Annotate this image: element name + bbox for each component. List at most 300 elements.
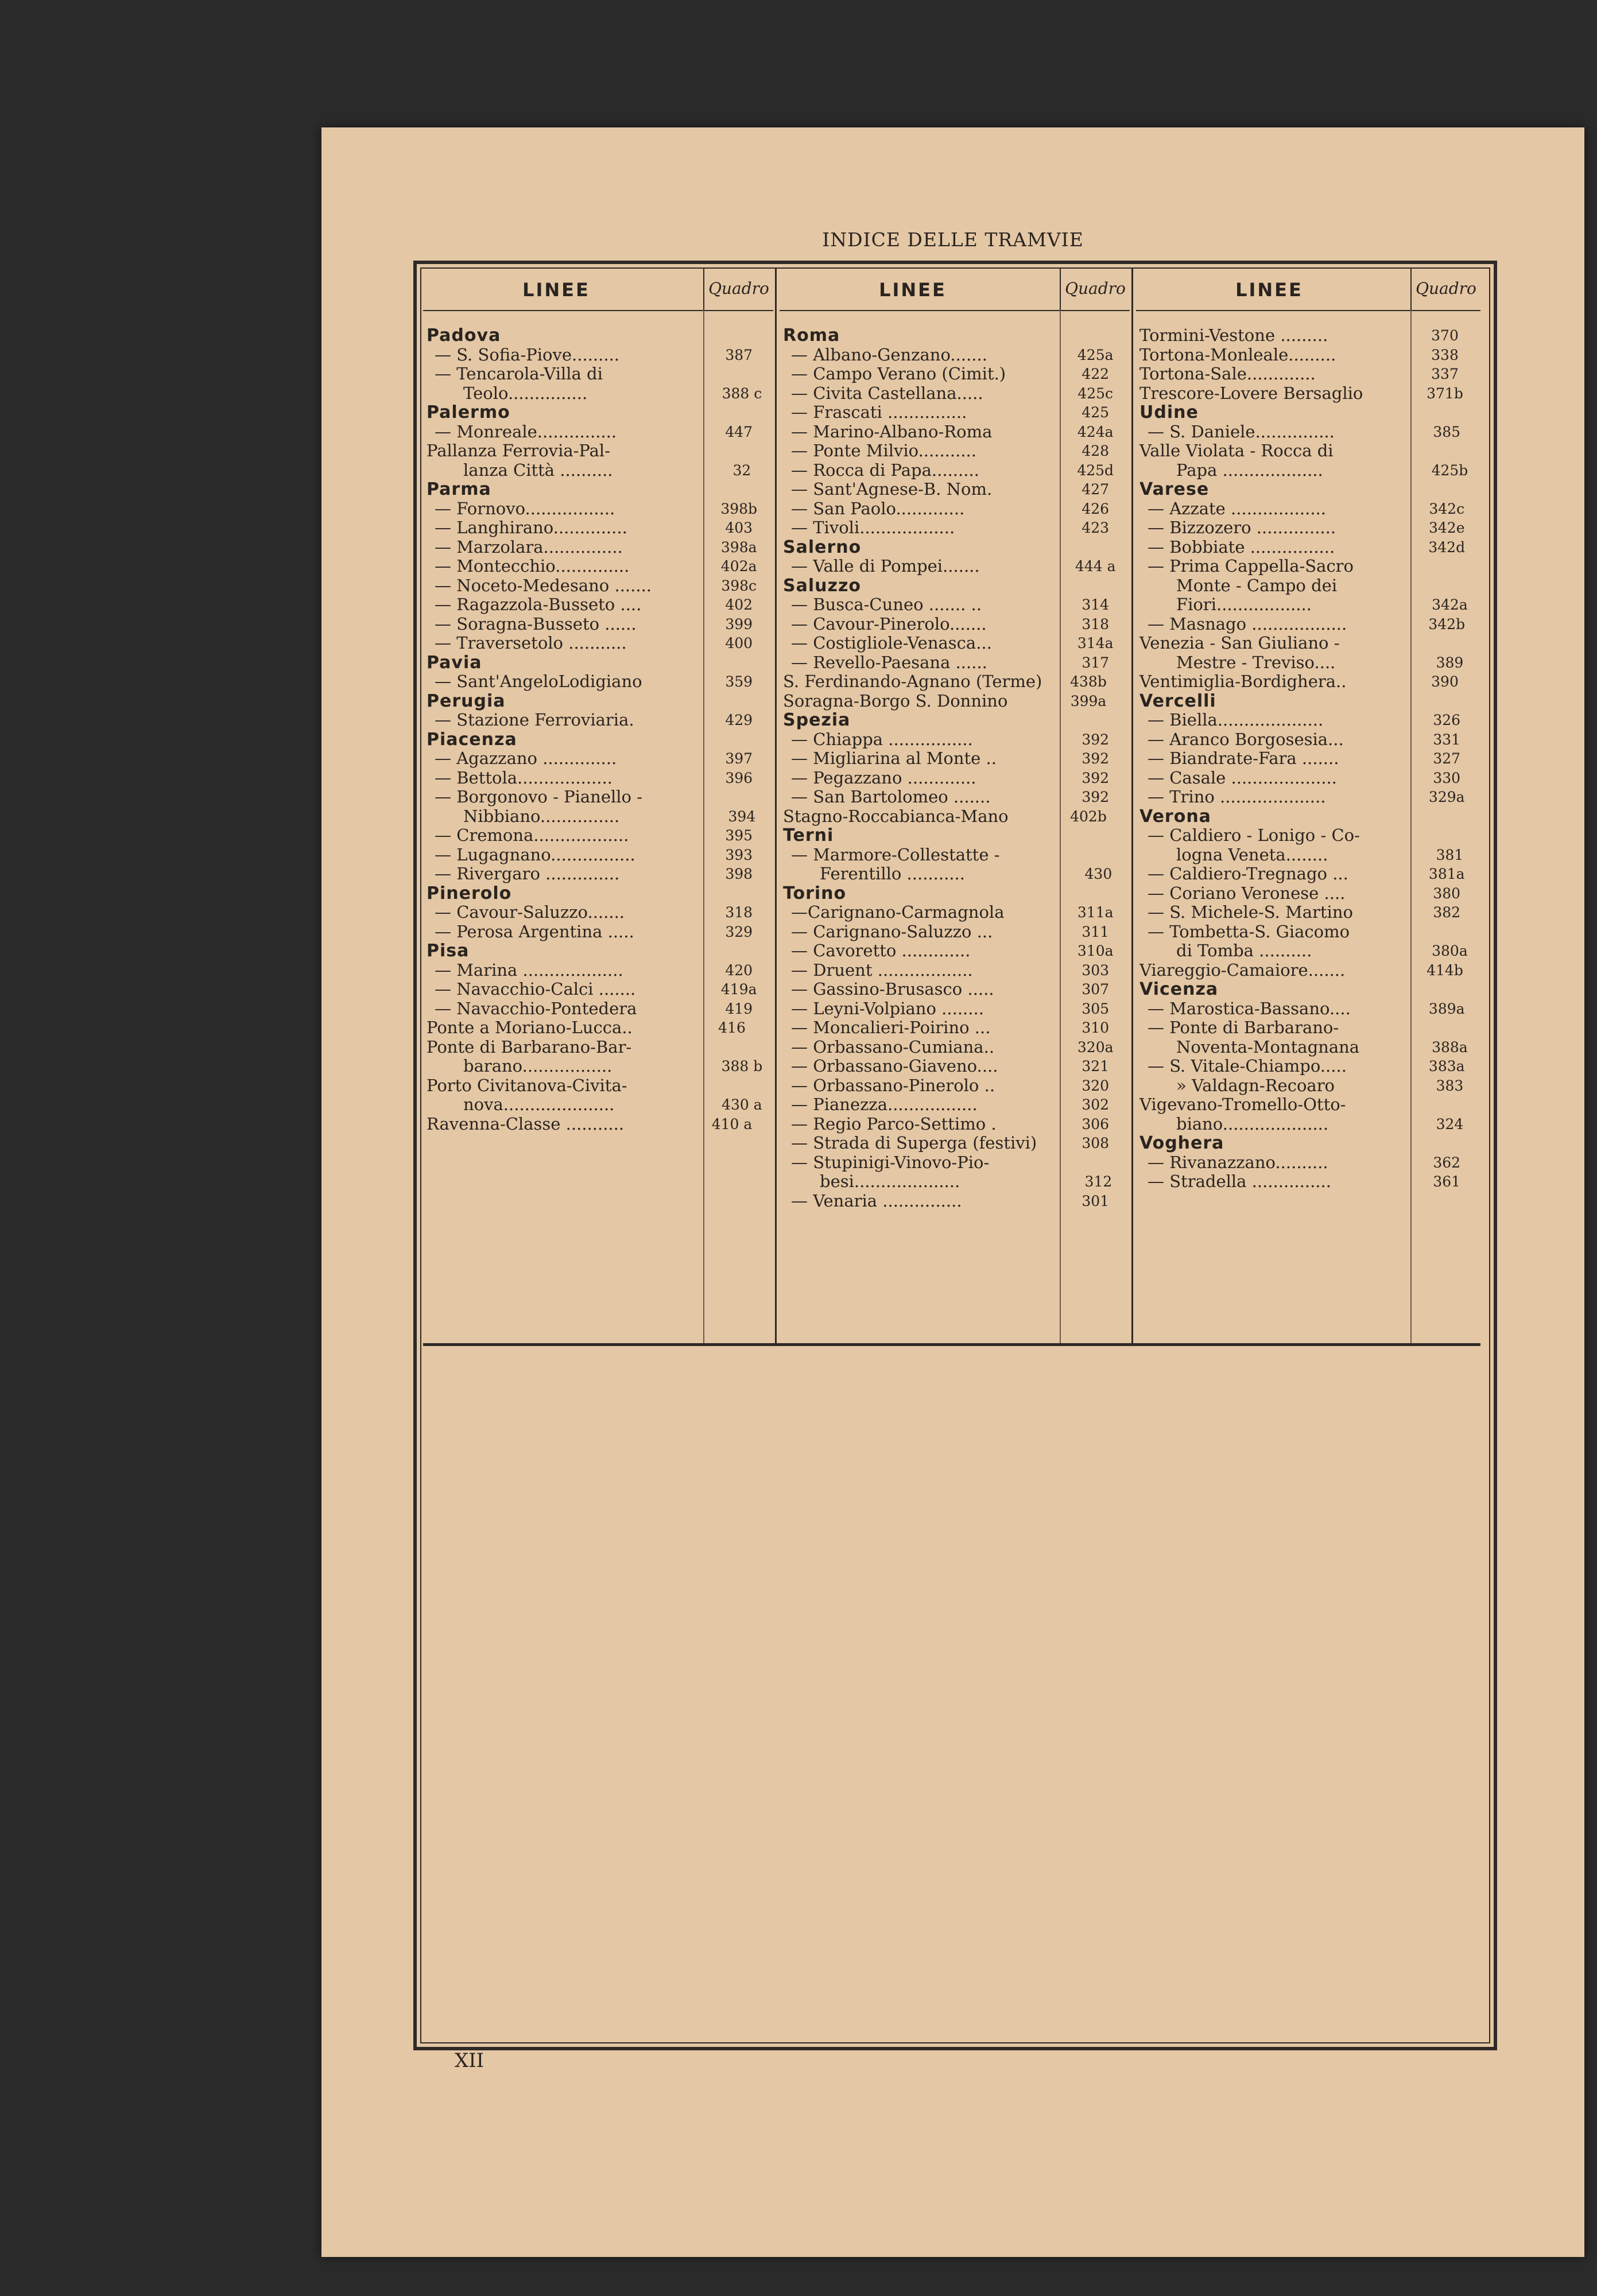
entry-name: — Druent .................. <box>791 960 973 980</box>
index-entry <box>423 384 773 404</box>
entry-quadro: 308 <box>1082 1135 1110 1151</box>
index-category <box>780 326 1130 346</box>
entry-name: — Orbassano-Cumiana.. <box>791 1037 995 1057</box>
entry-name: Tortona-Monleale......... <box>1139 345 1336 364</box>
index-entry <box>423 711 773 730</box>
entry-name: — S. Vitale-Chiampo..... <box>1148 1057 1347 1076</box>
entry-name: Parma <box>427 480 491 499</box>
entry-quadro: 361 <box>1433 1173 1461 1190</box>
entry-quadro: 396 <box>725 769 753 786</box>
entry-quadro <box>1061 1153 1130 1173</box>
column-divider <box>1131 269 1133 1345</box>
entry-name: — Borgonovo - Pianello - <box>435 788 643 806</box>
entry-name: — Pegazzano ............. <box>791 768 976 788</box>
entry-quadro: 420 <box>725 961 753 979</box>
index-category <box>1136 980 1480 999</box>
entry-quadro <box>1413 557 1480 576</box>
entry-name: — Migliarina al Monte .. <box>791 749 997 768</box>
index-entry <box>780 595 1130 615</box>
entry-name: Stagno-Roccabianca-Mano <box>783 806 1009 826</box>
index-entry <box>1136 634 1480 653</box>
index-entry <box>1136 499 1480 519</box>
index-entry <box>1136 1057 1480 1076</box>
index-entry <box>423 999 773 1019</box>
index-entry <box>1136 826 1480 846</box>
entry-quadro: 317 <box>1082 654 1110 671</box>
entry-name: — Chiappa ................ <box>791 730 973 749</box>
index-entry <box>780 480 1130 499</box>
index-entry <box>780 788 1130 807</box>
index-entry <box>1136 441 1480 461</box>
entry-name: — Navacchio-Pontedera <box>435 999 637 1018</box>
index-entry <box>1136 1018 1480 1038</box>
entry-name: Tormini-Vestone ......... <box>1139 326 1328 345</box>
entry-name: — Stradella ............... <box>1148 1172 1331 1191</box>
entry-quadro: 414b <box>1427 961 1463 979</box>
index-entry <box>780 903 1130 922</box>
index-entry <box>1136 903 1480 922</box>
entry-quadro: 430 <box>1084 866 1113 882</box>
entry-quadro: 310 <box>1082 1019 1110 1036</box>
entry-name: — Civita Castellana..... <box>791 383 983 403</box>
entry-name: — Rivanazzano.......... <box>1148 1153 1328 1172</box>
column-2-rows <box>780 326 1130 1211</box>
index-entry <box>1136 595 1480 615</box>
entry-name: — Fornovo................. <box>435 499 615 518</box>
entry-name: — Rivergaro .............. <box>435 864 620 883</box>
entry-name: — Ponte Milvio........... <box>791 441 976 460</box>
index-entry <box>1136 364 1480 384</box>
entry-quadro: 400 <box>725 635 753 651</box>
entry-name: Mestre - Treviso.... <box>1176 653 1336 672</box>
index-entry <box>1136 1095 1480 1115</box>
entry-name: Venezia - San Giuliano - <box>1139 634 1340 653</box>
index-entry <box>1136 615 1480 634</box>
index-entry <box>1136 326 1480 346</box>
index-entry <box>1136 1038 1480 1057</box>
index-category <box>780 538 1130 557</box>
index-category <box>423 403 773 422</box>
index-entry <box>423 557 773 576</box>
entry-quadro <box>1410 480 1479 499</box>
entry-quadro: 425a <box>1077 346 1114 363</box>
entry-quadro <box>697 730 766 750</box>
entry-quadro <box>697 692 766 711</box>
entry-quadro: 381 <box>1436 846 1464 863</box>
index-entry <box>780 769 1130 788</box>
entry-name: — Lugagnano................ <box>435 845 635 864</box>
entry-name: Pavia <box>427 653 482 672</box>
entry-name: — Navacchio-Calci ....... <box>435 980 636 999</box>
index-entry <box>780 1115 1130 1134</box>
column-1-rows <box>423 326 773 1134</box>
entry-name: Pallanza Ferrovia-Pal- <box>427 441 611 460</box>
quadro-header: Quadro <box>1065 279 1126 298</box>
entry-name: — Caldiero - Lonigo - Co- <box>1148 826 1360 845</box>
entry-name: — Cavour-Saluzzo....... <box>435 903 625 922</box>
entry-name: — San Bartolomeo ....... <box>791 788 991 806</box>
entry-name: Ravenna-Classe ........... <box>427 1114 625 1134</box>
index-entry <box>780 557 1130 576</box>
entry-quadro: 389a <box>1428 1000 1465 1017</box>
index-category <box>780 576 1130 596</box>
entry-name: — Cavour-Pinerolo....... <box>791 614 987 634</box>
entry-quadro: 410 a <box>711 1115 753 1133</box>
entry-quadro: 392 <box>1082 731 1110 748</box>
entry-name: — Montecchio.............. <box>435 557 630 576</box>
index-entry <box>1136 1153 1480 1173</box>
index-entry <box>780 461 1130 480</box>
entry-quadro: 306 <box>1082 1115 1110 1133</box>
table-bottom-rule <box>423 1343 1480 1346</box>
entry-quadro: 387 <box>725 346 753 363</box>
entry-name: Monte - Campo dei <box>1176 576 1338 595</box>
index-entry <box>423 518 773 538</box>
index-category <box>1136 403 1480 422</box>
index-entry <box>780 1095 1130 1115</box>
entry-name: — Aranco Borgosesia... <box>1148 730 1344 749</box>
entry-name: — Orbassano-Pinerolo .. <box>791 1076 995 1095</box>
entry-name: — Busca-Cuneo ....... .. <box>791 595 982 614</box>
entry-name: —Carignano-Carmagnola <box>791 903 1005 922</box>
entry-name: — Biandrate-Fara ....... <box>1148 749 1339 768</box>
index-entry <box>423 1057 773 1076</box>
column-header <box>780 269 1130 311</box>
entry-name: — Rocca di Papa......... <box>791 460 979 480</box>
entry-name: nova..................... <box>463 1095 615 1114</box>
entry-name: — Tivoli.................. <box>791 518 955 537</box>
entry-quadro: 310a <box>1077 943 1114 959</box>
index-entry <box>423 615 773 634</box>
entry-name: » Valdagn-Recoaro <box>1176 1076 1335 1095</box>
entry-name: — S. Sofia-Piove......... <box>435 345 620 364</box>
entry-quadro <box>1410 634 1479 653</box>
entry-name: Porto Civitanova-Civita- <box>427 1076 627 1095</box>
index-entry <box>423 1076 773 1096</box>
entry-quadro: 324 <box>1436 1115 1464 1133</box>
entry-quadro <box>697 941 766 961</box>
entry-quadro: 398c <box>721 577 757 594</box>
entry-quadro: 402 <box>725 596 753 613</box>
index-entry <box>780 692 1130 711</box>
page-title: INDICE DELLE TRAMVIE <box>822 228 1084 251</box>
entry-quadro <box>697 1038 766 1057</box>
index-entry <box>1136 941 1480 961</box>
index-entry <box>423 864 773 884</box>
entry-quadro: 314a <box>1077 635 1114 651</box>
entry-name: — Sant'AngeloLodigiano <box>435 672 642 691</box>
entry-quadro: 389 <box>1436 654 1464 671</box>
linee-header: LINEE <box>522 279 590 301</box>
entry-quadro: 311a <box>1077 904 1114 921</box>
index-entry <box>780 634 1130 653</box>
column-2 <box>780 269 1130 1345</box>
index-category <box>423 941 773 961</box>
entry-quadro: 438b <box>1070 673 1107 690</box>
entry-quadro: 303 <box>1082 961 1110 979</box>
entry-quadro: 329a <box>1428 789 1465 805</box>
entry-quadro: 321 <box>1082 1058 1110 1075</box>
entry-quadro <box>697 326 766 346</box>
entry-name: Viareggio-Camaiore....... <box>1139 960 1346 980</box>
entry-quadro: 424a <box>1077 423 1114 440</box>
entry-quadro <box>704 788 773 807</box>
entry-quadro: 427 <box>1082 481 1110 498</box>
entry-name: Vercelli <box>1139 691 1216 711</box>
entry-name: — Albano-Genzano....... <box>791 345 987 364</box>
index-entry <box>1136 461 1480 480</box>
entry-quadro: 397 <box>725 750 753 767</box>
entry-quadro <box>1054 576 1123 596</box>
entry-quadro: 320 <box>1082 1077 1110 1094</box>
index-entry <box>1136 961 1480 980</box>
index-entry <box>423 980 773 999</box>
index-entry <box>1136 922 1480 942</box>
index-category <box>1136 480 1480 499</box>
entry-quadro: 383 <box>1436 1077 1464 1094</box>
entry-quadro: 342e <box>1428 519 1465 536</box>
entry-quadro <box>1410 980 1479 999</box>
index-category <box>423 653 773 673</box>
index-entry <box>780 1172 1130 1192</box>
index-entry <box>423 922 773 942</box>
entry-name: — Tombetta-S. Giacomo <box>1148 922 1350 941</box>
entry-quadro <box>1413 1018 1480 1038</box>
entry-quadro: 305 <box>1082 1000 1110 1017</box>
index-entry <box>1136 538 1480 557</box>
entry-quadro <box>1054 326 1123 346</box>
entry-quadro: 311 <box>1082 923 1110 940</box>
index-entry <box>423 826 773 846</box>
index-entry <box>423 634 773 653</box>
entry-name: — Campo Verano (Cimit.) <box>791 364 1006 383</box>
entry-name: Verona <box>1139 806 1211 826</box>
entry-name: — San Paolo............. <box>791 499 965 518</box>
entry-name: — Marostica-Bassano.... <box>1148 999 1351 1018</box>
entry-name: Padova <box>427 326 501 346</box>
index-entry <box>780 999 1130 1019</box>
index-entry <box>780 864 1130 884</box>
index-entry <box>780 364 1130 384</box>
entry-name: Terni <box>783 826 834 846</box>
entry-name: Tortona-Sale............. <box>1139 364 1316 383</box>
entry-name: Noventa-Montagnana <box>1176 1037 1360 1057</box>
entry-name: — Soragna-Busseto ...... <box>435 614 637 634</box>
entry-quadro: 392 <box>1082 750 1110 767</box>
index-entry <box>780 846 1130 865</box>
linee-header: LINEE <box>879 279 947 301</box>
entry-quadro: 388 b <box>721 1058 763 1075</box>
entry-name: Perugia <box>427 691 506 711</box>
entry-quadro: 318 <box>1082 615 1110 633</box>
entry-quadro: 392 <box>1082 769 1110 786</box>
entry-quadro: 342c <box>1429 500 1465 517</box>
entry-quadro <box>1061 846 1130 865</box>
index-entry <box>423 346 773 365</box>
entry-quadro <box>1410 807 1479 827</box>
entry-name: S. Ferdinando-Agnano (Terme) <box>783 672 1042 691</box>
entry-quadro: 326 <box>1433 712 1461 728</box>
entry-quadro <box>1410 403 1479 422</box>
quadro-header: Quadro <box>708 279 769 298</box>
entry-name: — Marmore-Collestatte - <box>791 845 1000 864</box>
entry-quadro: 447 <box>725 423 753 440</box>
entry-name: — Frascati ............... <box>791 403 967 422</box>
index-entry <box>423 441 773 461</box>
entry-name: — Coriano Veronese .... <box>1148 883 1346 903</box>
entry-name: Roma <box>783 326 840 346</box>
entry-quadro: 398b <box>720 500 758 517</box>
entry-name: — Marino-Albano-Roma <box>791 422 993 441</box>
entry-quadro: 329 <box>725 923 753 940</box>
index-entry <box>423 788 773 807</box>
index-entry <box>780 672 1130 692</box>
index-entry <box>780 730 1130 750</box>
index-entry <box>780 961 1130 980</box>
index-entry <box>1136 557 1480 576</box>
entry-name: Torino <box>783 883 847 903</box>
entry-name: — Caldiero-Tregnago ... <box>1148 864 1348 883</box>
entry-quadro: 301 <box>1082 1192 1110 1209</box>
index-entry <box>780 615 1130 634</box>
entry-name: barano................. <box>463 1057 613 1076</box>
entry-name: Saluzzo <box>783 576 862 595</box>
entry-quadro: 320a <box>1077 1038 1114 1056</box>
index-entry <box>423 1018 773 1038</box>
entry-name: — Carignano-Saluzzo ... <box>791 922 993 941</box>
entry-quadro <box>697 403 766 422</box>
entry-name: Teolo............... <box>463 383 588 403</box>
index-entry <box>1136 864 1480 884</box>
entry-name: lanza Città .......... <box>463 460 613 480</box>
entry-quadro <box>704 364 773 384</box>
index-entry <box>423 461 773 480</box>
entry-quadro: 318 <box>725 904 753 921</box>
index-entry <box>423 903 773 922</box>
index-category <box>780 884 1130 903</box>
index-entry <box>1136 1115 1480 1134</box>
index-entry <box>780 422 1130 442</box>
entry-name: — Masnago .................. <box>1148 614 1347 634</box>
entry-name: Vigevano-Tromello-Otto- <box>1139 1095 1346 1114</box>
index-entry <box>1136 1076 1480 1096</box>
entry-name: — Agazzano .............. <box>435 749 617 768</box>
entry-quadro: 307 <box>1082 981 1110 998</box>
entry-quadro: 392 <box>1082 789 1110 805</box>
entry-name: — Prima Cappella-Sacro <box>1148 557 1354 576</box>
index-entry <box>780 749 1130 769</box>
entry-quadro <box>1054 884 1123 903</box>
index-category <box>1136 807 1480 827</box>
entry-name: Trescore-Lovere Bersaglio <box>1139 383 1363 403</box>
entry-quadro <box>1410 1095 1479 1115</box>
entry-name: — S. Michele-S. Martino <box>1148 903 1353 922</box>
entry-quadro: 395 <box>725 827 753 844</box>
index-entry <box>1136 711 1480 730</box>
index-entry <box>780 980 1130 999</box>
entry-quadro: 337 <box>1431 366 1459 382</box>
index-entry <box>780 922 1130 942</box>
index-entry <box>1136 653 1480 673</box>
column-3-rows <box>1136 326 1480 1192</box>
entry-name: Spezia <box>783 711 851 730</box>
entry-quadro <box>1054 711 1123 730</box>
entry-name: — Tencarola-Villa di <box>435 364 603 383</box>
index-entry <box>780 1192 1130 1211</box>
entry-quadro: 422 <box>1082 366 1110 382</box>
entry-name: — Bizzozero ............... <box>1148 518 1336 537</box>
index-entry <box>1136 672 1480 692</box>
entry-name: — Sant'Agnese-B. Nom. <box>791 480 993 499</box>
entry-name: — Azzate .................. <box>1148 499 1326 518</box>
entry-quadro: 371b <box>1427 385 1463 402</box>
quadro-header: Quadro <box>1416 279 1476 298</box>
entry-name: — Ragazzola-Busseto .... <box>435 595 642 614</box>
index-category <box>423 480 773 499</box>
entry-name: Varese <box>1139 480 1210 499</box>
index-entry <box>780 1018 1130 1038</box>
entry-quadro: 381a <box>1428 866 1465 882</box>
entry-quadro: 388 c <box>722 385 762 402</box>
entry-name: — Costigliole-Venasca... <box>791 634 992 653</box>
page-number: XII <box>455 2049 484 2072</box>
index-category <box>423 884 773 903</box>
index-table <box>423 269 1482 1348</box>
entry-quadro: 32 <box>732 461 751 479</box>
column-1 <box>423 269 773 1345</box>
column-header <box>423 269 773 311</box>
index-category <box>780 711 1130 730</box>
entry-quadro <box>1419 576 1480 596</box>
entry-quadro: 425b <box>1431 461 1468 479</box>
entry-name: — Casale .................... <box>1148 768 1337 788</box>
index-entry <box>780 403 1130 422</box>
entry-quadro: 370 <box>1431 327 1459 344</box>
entry-quadro: 425d <box>1077 461 1114 479</box>
entry-name: — Marina ................... <box>435 960 623 980</box>
entry-quadro: 314 <box>1082 596 1110 613</box>
entry-quadro: 425 <box>1082 404 1110 421</box>
index-entry <box>423 499 773 519</box>
entry-quadro <box>697 884 766 903</box>
index-entry <box>780 1076 1130 1096</box>
entry-quadro: 416 <box>718 1019 746 1036</box>
entry-quadro: 380a <box>1432 943 1468 959</box>
index-entry <box>423 538 773 557</box>
entry-name: Voghera <box>1139 1134 1224 1153</box>
entry-quadro: 327 <box>1433 750 1461 767</box>
index-category <box>423 730 773 750</box>
column-3 <box>1136 269 1480 1345</box>
index-entry <box>780 653 1130 673</box>
index-entry <box>780 499 1130 519</box>
entry-quadro: 425c <box>1077 385 1114 402</box>
entry-quadro: 430 a <box>722 1096 762 1113</box>
index-entry <box>1136 1172 1480 1192</box>
entry-name: Ferentillo ........... <box>820 864 965 883</box>
entry-name: — Perosa Argentina ..... <box>435 922 634 941</box>
entry-name: Soragna-Borgo S. Donnino <box>783 691 1008 711</box>
index-category <box>423 326 773 346</box>
entry-quadro: 403 <box>725 519 753 536</box>
entry-quadro: 399a <box>1070 692 1107 709</box>
entry-quadro: 428 <box>1082 443 1110 459</box>
entry-quadro: 393 <box>725 846 753 863</box>
entry-quadro: 330 <box>1433 769 1461 786</box>
index-entry <box>780 1134 1130 1153</box>
entry-quadro <box>1410 1134 1479 1153</box>
index-entry <box>423 846 773 865</box>
